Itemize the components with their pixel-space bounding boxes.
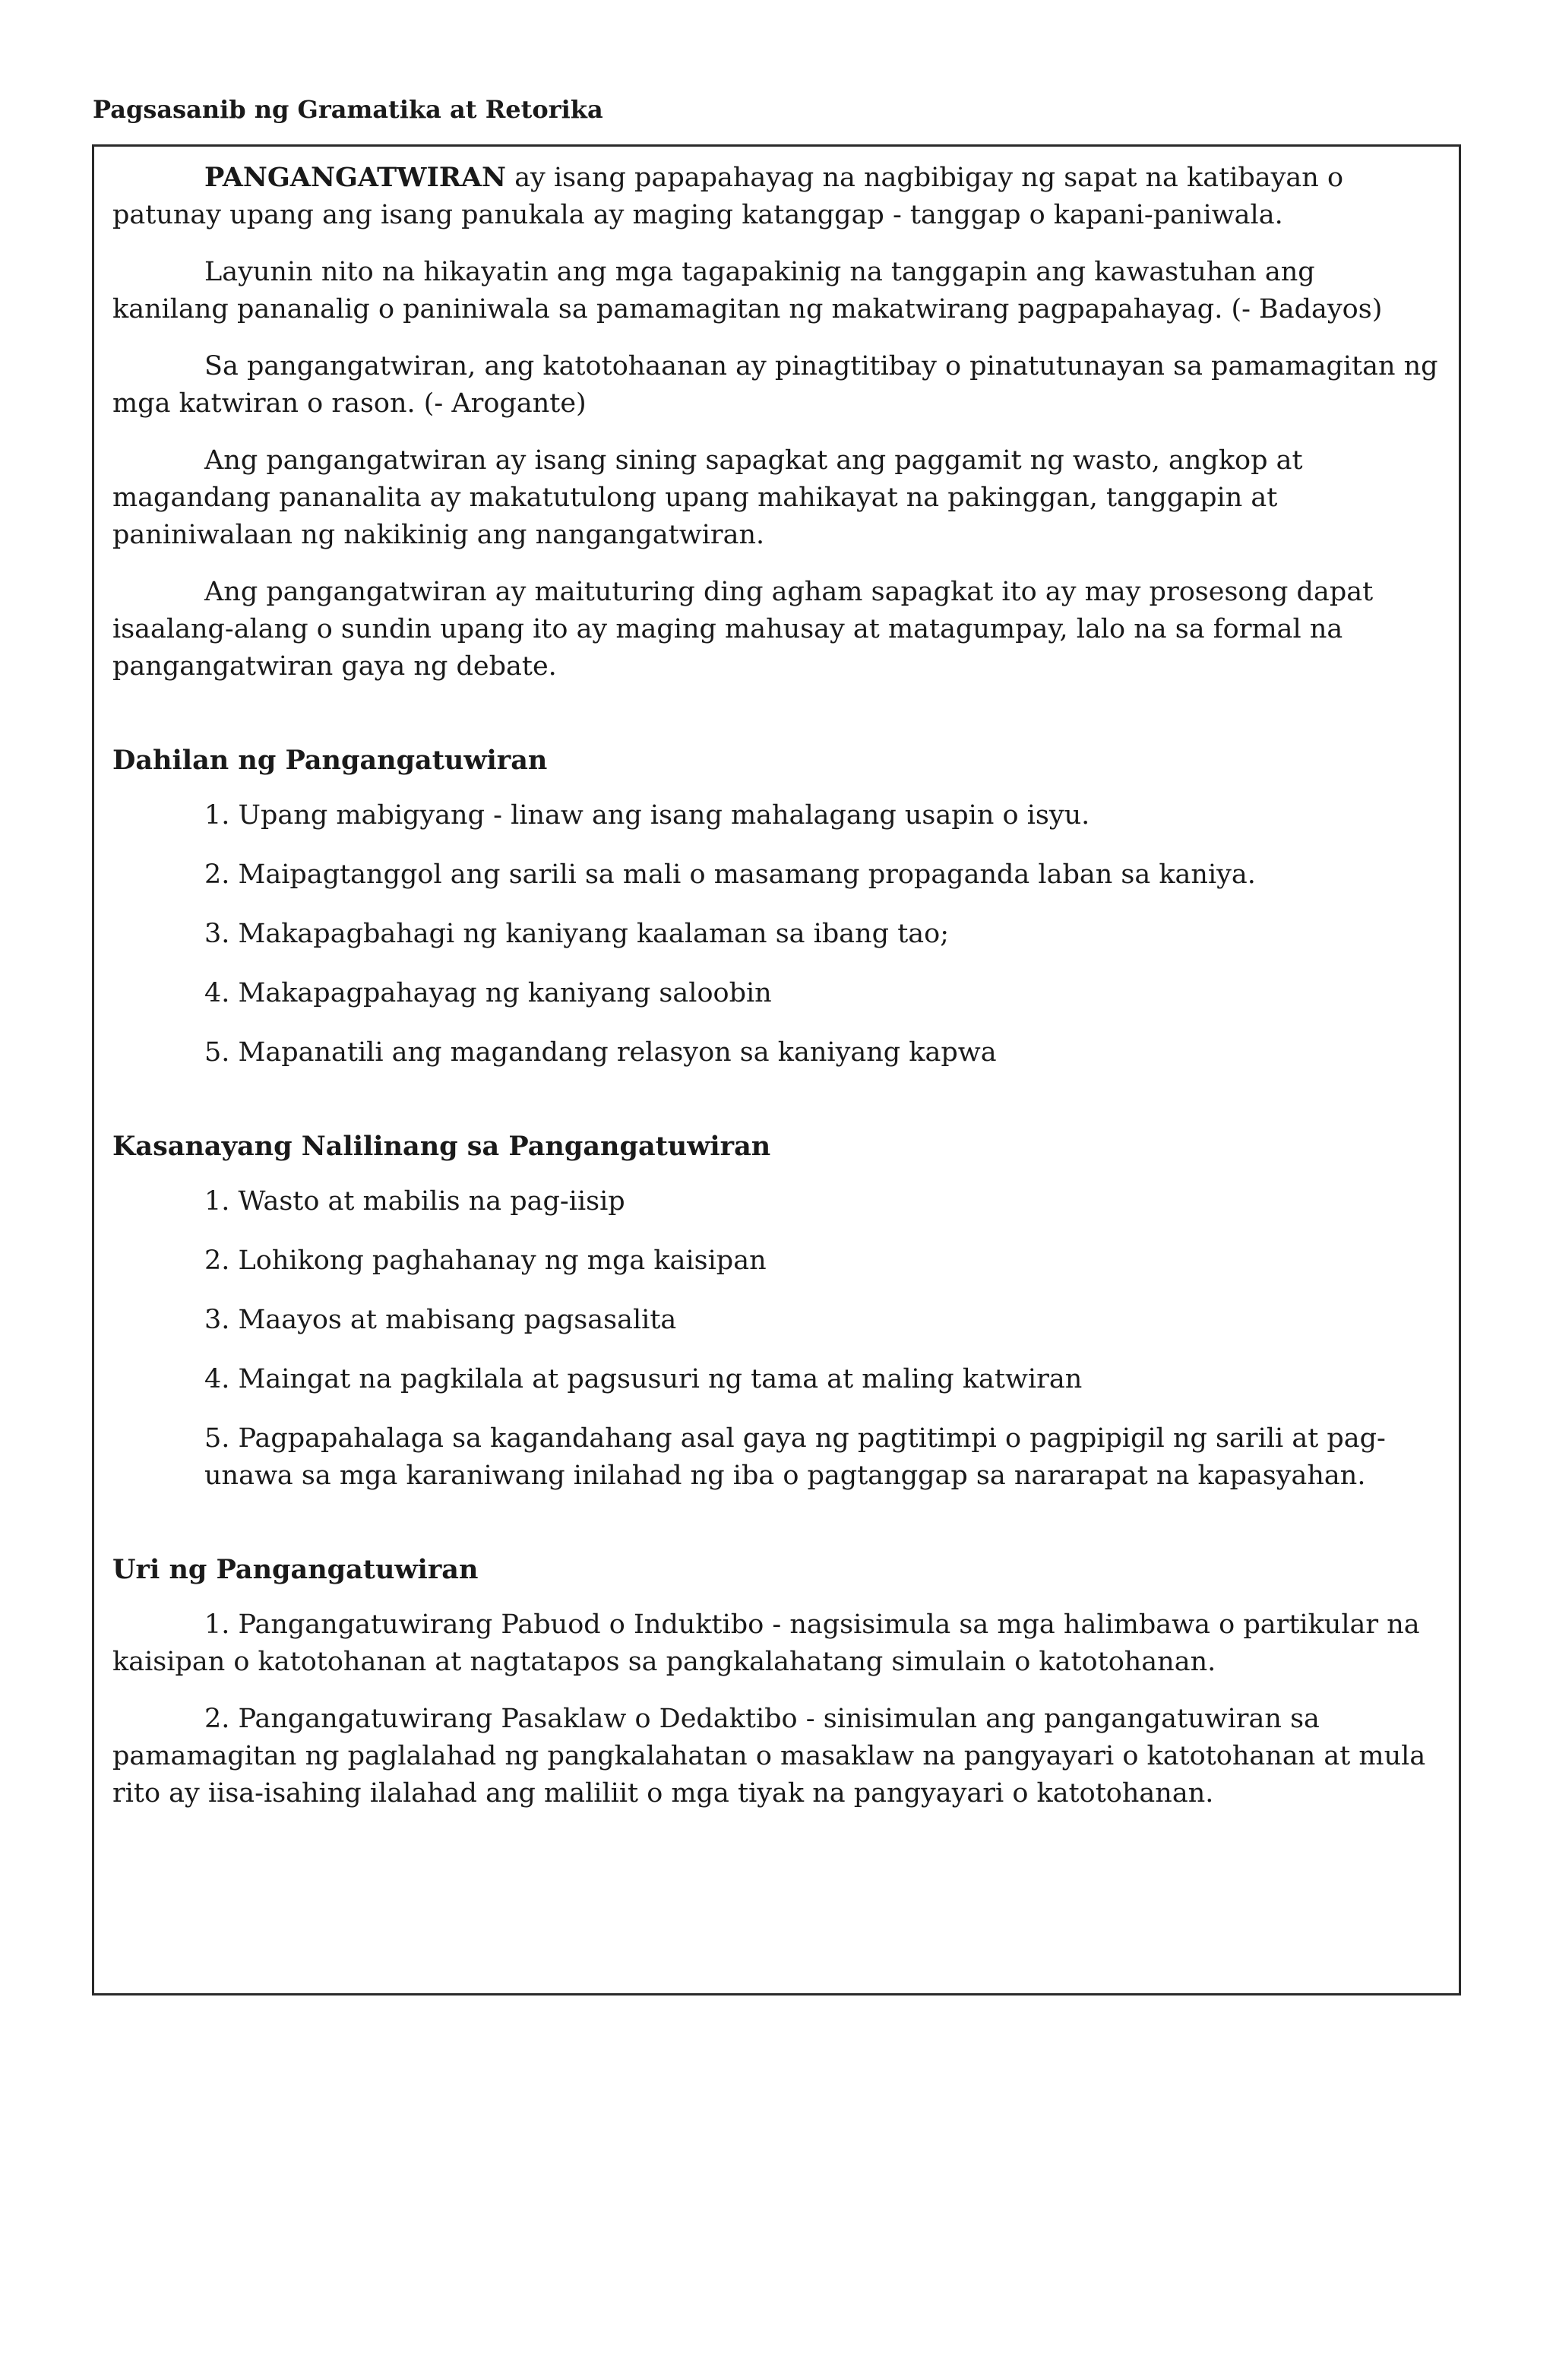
kasanayan-item: 3. Maayos at mabisang pagsasalita	[204, 1305, 677, 1335]
term-lead: PANGANGATWIRAN	[204, 162, 507, 193]
section-title-uri: Uri ng Pangangatuwiran	[112, 1554, 479, 1585]
kasanayan-item: 1. Wasto at mabilis na pag-iisip	[204, 1186, 625, 1217]
dahilan-item: 4. Makapagpahayag ng kaniyang saloobin	[204, 978, 772, 1008]
intro-paragraph-2: Layunin nito na hikayatin ang mga tagapakinig na tanggapin ang kawastuhan ang kanilang pananalig o paniniwala sa pamamagitan ng makatwirang pagpapahayag. (- Badayos)	[112, 257, 1383, 324]
intro-paragraph-1	[112, 159, 1439, 234]
section-title-dahilan: Dahilan ng Pangangatuwiran	[112, 745, 548, 776]
uri-item: 2. Pangangatuwirang Pasaklaw o Dedaktibo - sinisimulan ang pangangatuwiran sa pamamagitan ng paglalahad ng pangkalahatan o masaklaw na pangyayari o katotohanan at mula rito ay iisa-isahing ilalahad ang maliliit o mga tiyak na pangyayari o katotohanan.	[112, 1704, 1426, 1809]
page-header: Pagsasanib ng Gramatika at Retorika	[93, 95, 603, 124]
uri-item: 1. Pangangatuwirang Pabuod o Induktibo - nagsisimula sa mga halimbawa o partikular na kaisipan o katotohanan at nagtatapos sa pangkalahatang simulain o katotohanan.	[112, 1609, 1420, 1677]
kasanayan-item: 2. Lohikong paghahanay ng mga kaisipan	[204, 1245, 767, 1276]
dahilan-item: 3. Makapagbahagi ng kaniyang kaalaman sa ibang tao;	[204, 919, 949, 949]
kasanayan-item: 4. Maingat na pagkilala at pagsusuri ng tama at maling katwiran	[204, 1364, 1083, 1394]
content-box	[92, 144, 1461, 1995]
dahilan-item: 5. Mapanatili ang magandang relasyon sa kaniyang kapwa	[204, 1037, 997, 1068]
intro-paragraph-4: Ang pangangatwiran ay isang sining sapagkat ang paggamit ng wasto, angkop at magandang pananalita ay makatutulong upang mahikayat na pakinggan, tanggapin at paniniwalaan ng nakikinig ang nangangatwiran.	[112, 445, 1303, 550]
kasanayan-item: 5. Pagpapahalaga sa kagandahang asal gaya ng pagtitimpi o pagpipigil ng sarili at pag- unawa sa mga karaniwang inilahad ng iba o pagtanggap sa nararapat na kapasyahan.	[204, 1423, 1386, 1491]
intro-paragraph-3: Sa pangangatwiran, ang katotohaanan ay pinagtitibay o pinatutunayan sa pamamagitan ng mga katwiran o rason. (- Arogante)	[112, 351, 1438, 419]
intro-paragraph-5: Ang pangangatwiran ay maituturing ding agham sapagkat ito ay may prosesong dapat isaalang-alang o sundin upang ito ay maging mahusay at matagumpay, lalo na sa formal na pangangatwiran gaya ng debate.	[112, 577, 1374, 682]
intro-paragraph-1-text: ay isang papapahayag na nagbibigay ng sapat na katibayan o patunay upang ang isang panukala ay maging katanggap - tanggap o kapani-paniwala.	[112, 163, 1344, 230]
dahilan-item: 1. Upang mabigyang - linaw ang isang mahalagang usapin o isyu.	[204, 800, 1090, 831]
dahilan-item: 2. Maipagtanggol ang sarili sa mali o masamang propaganda laban sa kaniya.	[204, 859, 1256, 890]
section-title-kasanayan: Kasanayang Nalilinang sa Pangangatuwiran	[112, 1131, 771, 1162]
